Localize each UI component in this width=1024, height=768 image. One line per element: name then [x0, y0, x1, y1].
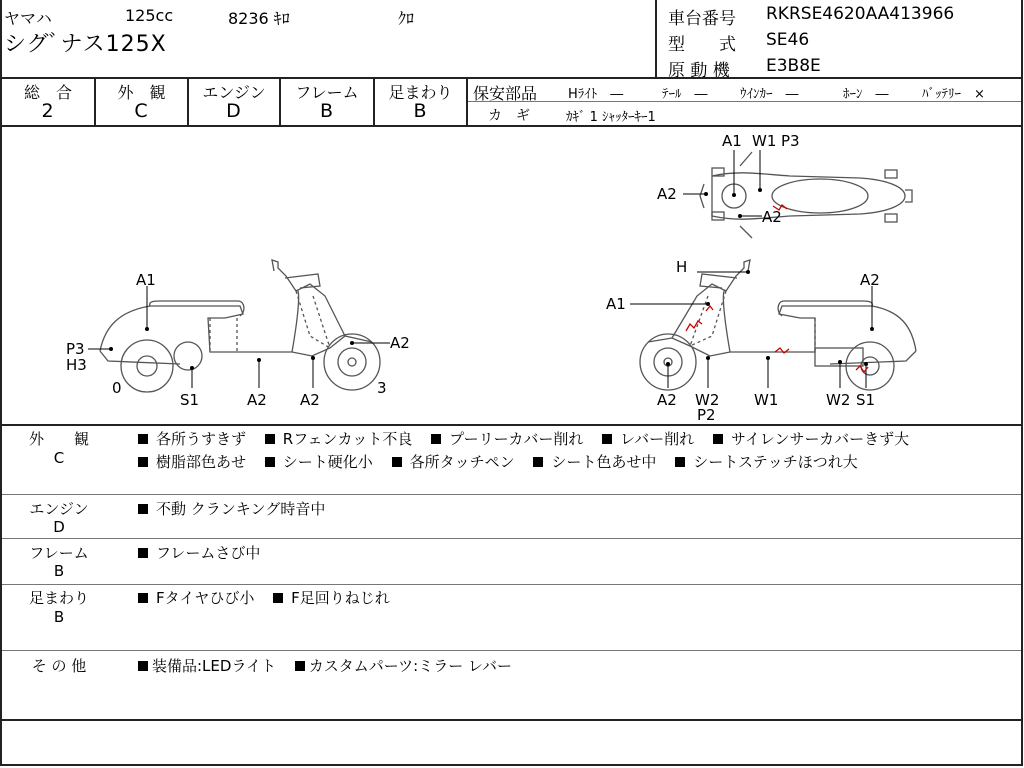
key-label: カ ギ [488, 108, 530, 124]
remark-frame-line1 [138, 542, 260, 563]
divider [0, 764, 1022, 766]
diag-label: A1 [606, 295, 626, 313]
grade-exterior-value: C [134, 100, 149, 122]
remark-engine-line1 [138, 498, 325, 519]
engine-model-label: 原 動 機 [668, 61, 730, 81]
diag-label: P3 [66, 340, 85, 358]
remark-other-line1 [138, 655, 512, 676]
issue: レバー削れ [620, 430, 695, 448]
remark-frame-grade: B [53, 562, 65, 580]
type-label: 型 式 [668, 35, 736, 55]
issue: シートステッチほつれ大 [693, 453, 858, 471]
safety-headlight: Hﾗｲﾄ ― [568, 87, 624, 102]
safety-winker: ｳｲﾝｶｰ ― [740, 87, 799, 102]
remark-frame-label: フレーム [29, 544, 89, 562]
key-value: ｶｷﾞ 1 ｼｬｯﾀｰｷｰ1 [566, 110, 656, 125]
diag-label: A2 [300, 391, 320, 409]
diag-label: A2 [657, 391, 677, 409]
diag-label: A2 [860, 271, 880, 289]
issue: 樹脂部色あせ [156, 453, 247, 471]
issue: サイレンサーカバーきず大 [730, 430, 910, 448]
damage-diagram [0, 126, 1020, 423]
remark-suspension-grade: B [53, 608, 65, 626]
type-value: SE46 [766, 30, 810, 50]
diag-label: A2 [762, 208, 782, 226]
diag-label: W1 [752, 132, 777, 150]
grade-frame-label: フレーム [295, 83, 359, 102]
issue: Fタイヤひび小 [156, 589, 255, 607]
diag-label: A1 [136, 271, 156, 289]
diag-label: A2 [390, 334, 410, 352]
issue: 装備品:LEDライト [152, 657, 276, 675]
diag-label: P3 [781, 132, 800, 150]
divider [466, 78, 468, 125]
safety-battery: ﾊﾞｯﾃﾘｰ × [922, 87, 985, 102]
remark-exterior-line2 [138, 451, 858, 472]
divider [0, 538, 1022, 539]
remark-exterior-line1 [138, 428, 909, 449]
remark-exterior-grade: C [53, 449, 65, 467]
mileage: 8236 ｷﾛ [228, 9, 290, 28]
safety-label: 保安部品 [473, 84, 538, 103]
divider [0, 424, 1022, 426]
diag-label: 0 [112, 379, 122, 397]
safety-horn: ﾎｰﾝ ― [843, 87, 889, 102]
maker: ヤマハ [4, 9, 52, 28]
issue: 不動 クランキング時音中 [156, 500, 326, 518]
issue: シート色あせ中 [551, 453, 657, 471]
diag-label: H3 [66, 356, 87, 374]
diag-label: A2 [247, 391, 267, 409]
divider [0, 719, 1022, 721]
grade-suspension-label: 足まわり [388, 83, 453, 102]
diag-label: 3 [377, 379, 387, 397]
issue: シート硬化小 [282, 453, 373, 471]
issue: 各所タッチペン [409, 453, 515, 471]
remark-other-label: そ の 他 [31, 657, 87, 675]
diag-label: S1 [180, 391, 200, 409]
remark-engine-grade: D [53, 518, 65, 536]
grade-frame-value: B [319, 100, 335, 122]
issue: Rフェンカット不良 [282, 430, 413, 448]
grade-exterior-label: 外 観 [117, 83, 166, 102]
issue: カスタムパーツ:ミラー レバー [308, 657, 512, 675]
color: ｸﾛ [398, 9, 415, 28]
border [1021, 0, 1023, 766]
diag-label: P2 [697, 406, 716, 423]
model-name: シグﾞナス125X [4, 32, 167, 57]
scooter-top-view [700, 152, 912, 238]
grade-total-label: 総 合 [23, 83, 72, 102]
issue: フレームさび中 [156, 544, 261, 562]
issue: F足回りねじれ [291, 589, 390, 607]
divider [0, 494, 1022, 495]
grade-engine-value: D [226, 100, 242, 122]
diag-label: S1 [856, 391, 876, 409]
issue: プーリーカバー削れ [449, 430, 584, 448]
engine-model-value: E3B8E [766, 56, 821, 76]
diag-label: A2 [657, 185, 677, 203]
divider [0, 650, 1022, 651]
remark-suspension-line1 [138, 587, 390, 608]
displacement: 125cc [125, 6, 174, 25]
remark-exterior-label: 外 観 [28, 430, 89, 448]
divider [0, 584, 1022, 585]
divider [0, 77, 1022, 79]
divider [655, 0, 657, 78]
diag-label: H [676, 258, 688, 276]
grade-suspension-value: B [413, 100, 428, 122]
diag-label: W2 [695, 391, 720, 409]
grade-engine-label: エンジン [202, 83, 266, 102]
frame-no-label: 車台番号 [668, 9, 736, 29]
diag-label: W2 [826, 391, 851, 409]
remark-suspension-label: 足まわり [28, 589, 89, 607]
safety-taillight: ﾃｰﾙ ― [662, 87, 708, 102]
issue: 各所うすきず [156, 430, 247, 448]
frame-no: RKRSE4620AA413966 [766, 4, 955, 24]
diag-label: W1 [754, 391, 779, 409]
remark-engine-label: エンジン [29, 500, 89, 518]
grade-total-value: 2 [41, 100, 55, 122]
diag-label: A1 [722, 132, 742, 150]
